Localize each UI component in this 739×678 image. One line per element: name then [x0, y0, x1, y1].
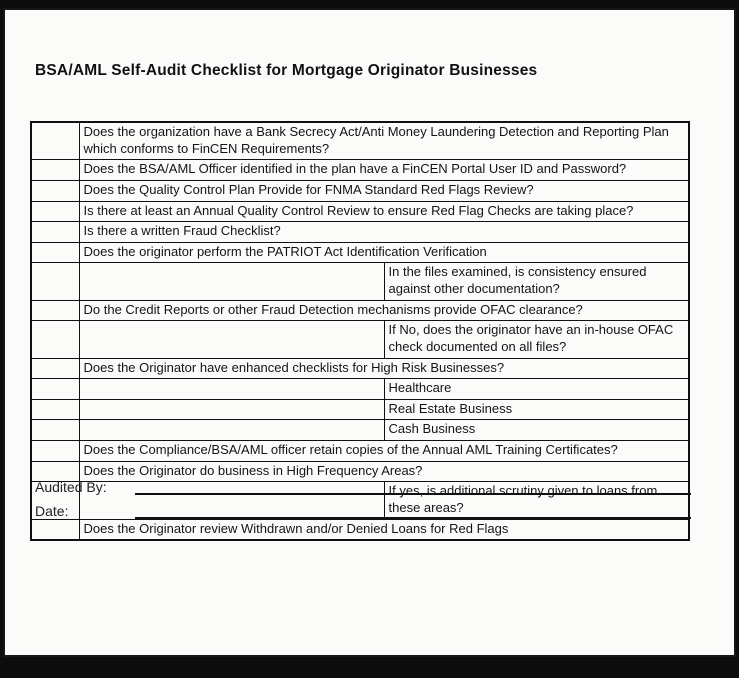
question-text: Does the originator perform the PATRIOT Act Identification Verification — [79, 242, 689, 263]
checkbox-cell[interactable] — [31, 420, 79, 441]
signature-block — [35, 476, 691, 524]
checkbox-cell[interactable] — [31, 358, 79, 379]
indent-cell — [79, 420, 384, 441]
checkbox-cell[interactable] — [31, 201, 79, 222]
date-label: Date: — [35, 503, 69, 519]
checklist-row — [31, 263, 689, 300]
indent-cell — [79, 399, 384, 420]
checkbox-cell[interactable] — [31, 222, 79, 243]
question-text: Is there a written Fraud Checklist? — [79, 222, 689, 243]
checkbox-cell[interactable] — [31, 180, 79, 201]
question-text: Healthcare — [384, 379, 689, 400]
checkbox-cell[interactable] — [31, 321, 79, 358]
question-text: Does the Compliance/BSA/AML officer retain copies of the Annual AML Training Certificates? — [79, 441, 689, 462]
date-input[interactable] — [135, 502, 691, 519]
checkbox-cell[interactable] — [31, 242, 79, 263]
audited-by-row — [35, 476, 691, 495]
checkbox-cell[interactable] — [31, 441, 79, 462]
checkbox-cell[interactable] — [31, 122, 79, 160]
checklist-row — [31, 399, 689, 420]
question-text: Does the Originator do business in High Frequency Areas? — [79, 461, 689, 482]
audited-by-input[interactable] — [135, 478, 691, 495]
checklist-row — [31, 358, 689, 379]
checklist-row — [31, 160, 689, 181]
page-title: BSA/AML Self-Audit Checklist for Mortgage Originator Businesses — [35, 62, 538, 79]
checkbox-cell[interactable] — [31, 263, 79, 300]
checklist-row — [31, 242, 689, 263]
checklist-row — [31, 420, 689, 441]
question-text: Cash Business — [384, 420, 689, 441]
checklist-row — [31, 441, 689, 462]
question-text: Does the organization have a Bank Secrecy Act/Anti Money Laundering Detection and Reporting Plan which conforms to FinCEN Requirements? — [79, 122, 689, 160]
checklist-row — [31, 122, 689, 160]
indent-cell — [79, 263, 384, 300]
question-text: If No, does the originator have an in-house OFAC check documented on all files? — [384, 321, 689, 358]
question-text: Is there at least an Annual Quality Control Review to ensure Red Flag Checks are taking place? — [79, 201, 689, 222]
checkbox-cell[interactable] — [31, 300, 79, 321]
question-text: Does the Originator have enhanced checklists for High Risk Businesses? — [79, 358, 689, 379]
indent-cell — [79, 321, 384, 358]
question-text: Real Estate Business — [384, 399, 689, 420]
checklist-row — [31, 379, 689, 400]
checklist-row — [31, 300, 689, 321]
checklist-row — [31, 180, 689, 201]
audited-by-label: Audited By: — [35, 479, 107, 495]
checklist-row — [31, 201, 689, 222]
question-text: If yes, is additional scrutiny given to loans from these areas? — [384, 482, 689, 519]
document-page — [3, 8, 736, 657]
question-text: Does the Originator review Withdrawn and/or Denied Loans for Red Flags — [79, 519, 689, 540]
question-text: In the files examined, is consistency ensured against other documentation? — [384, 263, 689, 300]
checklist-row — [31, 321, 689, 358]
question-text: Do the Credit Reports or other Fraud Detection mechanisms provide OFAC clearance? — [79, 300, 689, 321]
date-row — [35, 500, 691, 519]
checklist-row — [31, 222, 689, 243]
checkbox-cell[interactable] — [31, 160, 79, 181]
question-text: Does the Quality Control Plan Provide for FNMA Standard Red Flags Review? — [79, 180, 689, 201]
checkbox-cell[interactable] — [31, 379, 79, 400]
indent-cell — [79, 379, 384, 400]
question-text: Does the BSA/AML Officer identified in the plan have a FinCEN Portal User ID and Password? — [79, 160, 689, 181]
checkbox-cell[interactable] — [31, 399, 79, 420]
